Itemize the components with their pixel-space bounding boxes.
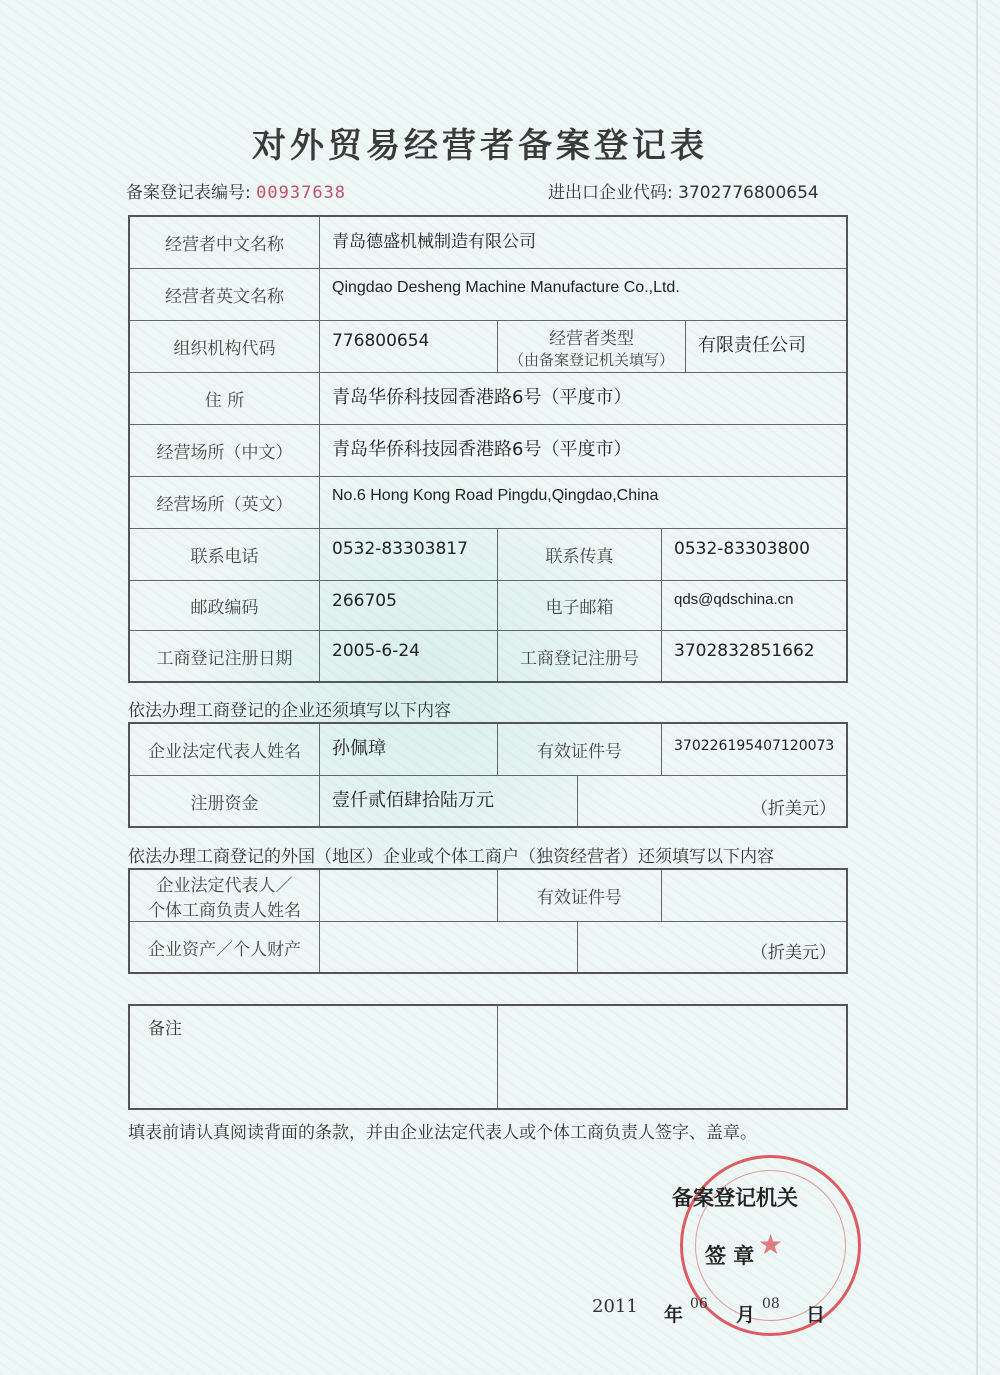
address-label: 住 所	[130, 373, 320, 425]
date-month-unit: 月	[736, 1304, 756, 1326]
email-label: 电子邮箱	[498, 581, 662, 631]
date-day: 08	[762, 1296, 780, 1312]
fax-value: 0532-83303800	[662, 529, 846, 581]
section3-heading: 依法办理工商登记的外国（地区）企业或个体工商户（独资经营者）还须填写以下内容	[128, 847, 774, 867]
section2-heading: 依法办理工商登记的企业还须填写以下内容	[128, 701, 451, 721]
foreign-id-label: 有效证件号	[498, 870, 662, 922]
reg-no-value: 00937638	[256, 183, 347, 203]
postcode-value: 266705	[320, 581, 498, 631]
remarks-value	[498, 1006, 846, 1108]
page-edge-line	[976, 0, 978, 1375]
reg-num-label: 工商登记注册号	[498, 631, 662, 681]
date-month: 06	[690, 1296, 708, 1312]
main-info-table	[128, 215, 848, 683]
id-number-value: 370226195407120073	[662, 724, 846, 776]
seal-star-icon: ★	[757, 1228, 784, 1261]
date-year: 2011	[592, 1296, 638, 1317]
site-en-value: No.6 Hong Kong Road Pingdu,Qingdao,China	[320, 477, 846, 529]
enterprise-table	[128, 722, 848, 828]
remarks-table	[128, 1004, 848, 1110]
name-cn-value: 青岛德盛机械制造有限公司	[320, 217, 846, 269]
reg-date-value: 2005-6-24	[320, 631, 498, 681]
id-number-label: 有效证件号	[498, 724, 662, 776]
signature-seal-label: 签 章	[705, 1244, 755, 1268]
company-code-value: 3702776800654	[678, 183, 819, 203]
capital-value: 壹仟贰佰肆拾陆万元	[320, 776, 578, 826]
name-en-value: Qingdao Desheng Machine Manufacture Co.,Ltd.	[320, 269, 846, 321]
remarks-label: 备注	[130, 1006, 498, 1108]
phone-label: 联系电话	[130, 529, 320, 581]
org-code-label: 组织机构代码	[130, 321, 320, 373]
foreign-rep-label-line1: 企业法定代表人／	[156, 875, 293, 896]
assets-label: 企业资产／个人财产	[130, 922, 320, 972]
operator-type-label	[498, 321, 686, 373]
org-code-value: 776800654	[320, 321, 498, 373]
foreign-id-value	[662, 870, 846, 922]
date-year-unit: 年	[664, 1304, 684, 1326]
foreign-enterprise-table	[128, 868, 848, 974]
registration-authority: 备案登记机关	[672, 1186, 798, 1210]
capital-label: 注册资金	[130, 776, 320, 826]
name-en-label: 经营者英文名称	[130, 269, 320, 321]
site-cn-label: 经营场所（中文）	[130, 425, 320, 477]
legal-rep-value: 孙佩璋	[320, 724, 498, 776]
phone-value: 0532-83303817	[320, 529, 498, 581]
foreign-rep-label	[130, 870, 320, 922]
company-code-label: 进出口企业代码:	[548, 183, 673, 203]
legal-rep-label: 企业法定代表人姓名	[130, 724, 320, 776]
instruction-text: 填表前请认真阅读背面的条款，并由企业法定代表人或个体工商负责人签字、盖章。	[128, 1123, 757, 1143]
site-cn-value: 青岛华侨科技园香港路6号（平度市）	[320, 425, 846, 477]
name-cn-label: 经营者中文名称	[130, 217, 320, 269]
foreign-rep-value	[320, 870, 498, 922]
assets-value	[320, 922, 578, 972]
reg-num-value: 3702832851662	[674, 641, 815, 661]
site-en-label: 经营场所（英文）	[130, 477, 320, 529]
import-export-code	[548, 178, 819, 203]
email-value: qds@qdschina.cn	[662, 581, 846, 631]
operator-type-value: 有限责任公司	[686, 321, 846, 373]
reg-no-label: 备案登记表编号:	[126, 183, 251, 203]
operator-type-title: 经营者类型	[549, 328, 634, 349]
registration-form-number	[126, 178, 346, 203]
fax-label: 联系传真	[498, 529, 662, 581]
reg-date-label: 工商登记注册日期	[130, 631, 320, 681]
capital-usd-label: （折美元）	[751, 799, 836, 819]
document-title: 对外贸易经营者备案登记表	[252, 126, 708, 166]
address-value: 青岛华侨科技园香港路6号（平度市）	[320, 373, 846, 425]
assets-usd-label: （折美元）	[751, 943, 836, 963]
foreign-rep-label-line2: 个体工商负责人姓名	[148, 900, 301, 921]
postcode-label: 邮政编码	[130, 581, 320, 631]
date-day-unit: 日	[806, 1304, 826, 1326]
operator-type-note: （由备案登记机关填写）	[508, 350, 674, 369]
